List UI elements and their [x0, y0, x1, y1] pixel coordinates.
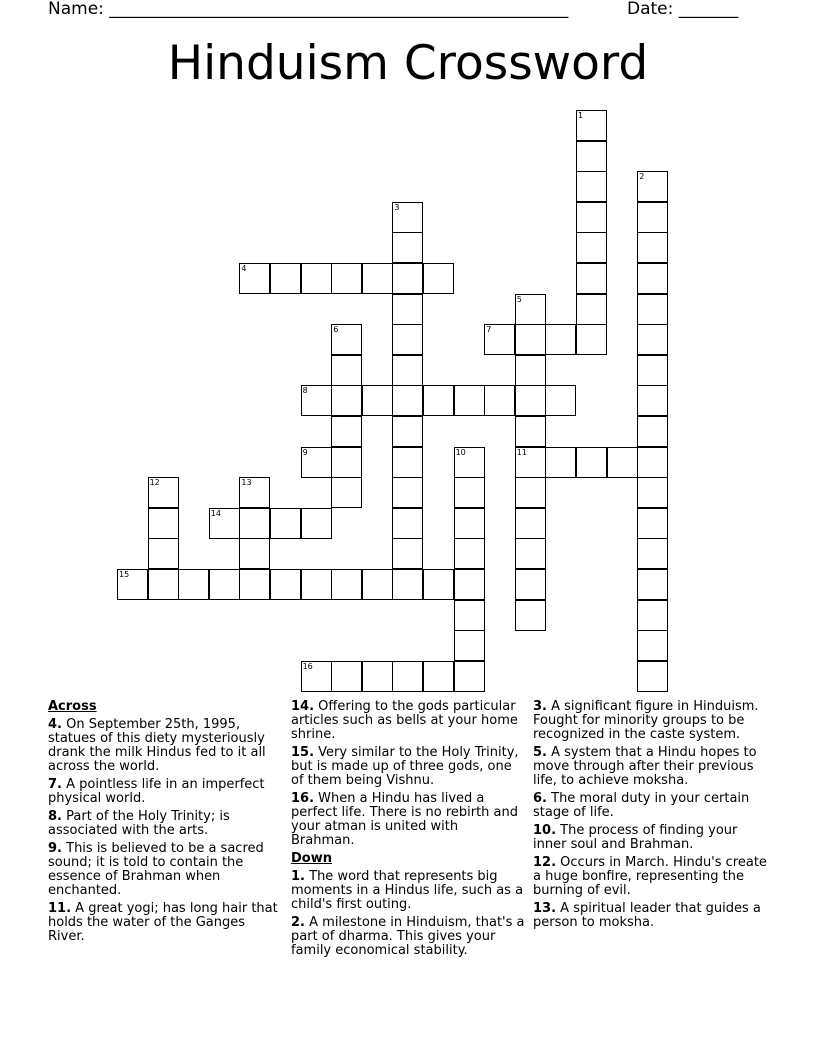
- clue-text: A great yogi; has long hair that holds the water of the Ganges River.: [48, 901, 278, 944]
- grid-cell[interactable]: [423, 385, 454, 416]
- clue-text: A milestone in Hinduism, that's a part of dharma. This gives your family economical stability.: [291, 915, 525, 958]
- grid-cell[interactable]: [209, 569, 240, 600]
- cell-number: 15: [119, 570, 130, 579]
- grid-cell[interactable]: [637, 294, 668, 325]
- grid-cell[interactable]: [301, 569, 332, 600]
- grid-cell[interactable]: [545, 385, 576, 416]
- cell-number: 12: [149, 478, 160, 488]
- grid-cell[interactable]: [637, 202, 668, 233]
- clue-across-11: [48, 902, 278, 944]
- grid-cell[interactable]: [637, 171, 668, 202]
- down-heading: Down: [291, 851, 332, 866]
- clue-across-16: [291, 792, 525, 848]
- grid-cell[interactable]: [637, 508, 668, 539]
- grid-cell[interactable]: [637, 416, 668, 447]
- clue-text: Offering to the gods particular articles such as bells at your home shrine.: [291, 699, 518, 742]
- clue-text: Part of the Holy Trinity; is associated with the arts.: [48, 809, 230, 838]
- grid-cell[interactable]: [423, 569, 454, 600]
- cell-number: 8: [302, 386, 308, 396]
- grid-cell[interactable]: [454, 477, 485, 508]
- clue-number: 13.: [533, 901, 557, 916]
- grid-cell[interactable]: [331, 661, 362, 692]
- grid-cell[interactable]: [270, 508, 301, 539]
- grid-cell[interactable]: [637, 600, 668, 631]
- clue-text: The moral duty in your certain stage of life.: [533, 791, 750, 820]
- cell-number: 16: [302, 661, 313, 671]
- clue-column-3: [533, 700, 769, 934]
- grid-cell[interactable]: [637, 661, 668, 692]
- grid-cell[interactable]: [576, 324, 607, 355]
- grid-cell[interactable]: [239, 569, 270, 600]
- grid-cell[interactable]: [637, 447, 668, 478]
- clue-across-4: [48, 718, 278, 774]
- grid-cell[interactable]: [423, 661, 454, 692]
- grid-cell[interactable]: [515, 294, 546, 325]
- grid-cell[interactable]: [454, 447, 485, 478]
- clue-across-9: [48, 842, 278, 898]
- clue-number: 7.: [48, 777, 62, 792]
- grid-cell[interactable]: [576, 141, 607, 172]
- grid-cell[interactable]: [392, 263, 423, 294]
- cell-number: 13: [241, 478, 252, 488]
- clue-text: The process of finding your inner soul and Brahman.: [533, 823, 738, 852]
- grid-cell[interactable]: [117, 569, 148, 600]
- grid-cell[interactable]: [637, 569, 668, 600]
- grid-cell[interactable]: [454, 661, 485, 692]
- clue-number: 10.: [533, 823, 557, 838]
- grid-cell[interactable]: [392, 538, 423, 569]
- grid-cell[interactable]: [515, 600, 546, 631]
- clue-down-1: [291, 870, 525, 912]
- clue-number: 15.: [291, 745, 315, 760]
- clue-across-14: [291, 700, 525, 742]
- clue-number: 8.: [48, 809, 62, 824]
- grid-cell[interactable]: [301, 263, 332, 294]
- cell-number: 3: [394, 202, 400, 212]
- clue-down-12: [533, 856, 769, 898]
- grid-cell[interactable]: [392, 661, 423, 692]
- clue-down-13: [533, 902, 769, 930]
- cell-number: 14: [210, 508, 221, 518]
- grid-cell[interactable]: [148, 508, 179, 539]
- grid-cell[interactable]: [515, 385, 546, 416]
- clue-text: Very similar to the Holy Trinity, but is made up of three gods, one of them being Vishnu.: [291, 745, 519, 788]
- page-title: Hinduism Crossword: [167, 36, 649, 91]
- grid-cell[interactable]: [576, 294, 607, 325]
- clue-number: 2.: [291, 915, 305, 930]
- clue-text: The word that represents big moments in a Hindus life, such as a child's first outing.: [291, 869, 524, 912]
- grid-cell[interactable]: [515, 477, 546, 508]
- grid-cell[interactable]: [637, 477, 668, 508]
- clue-number: 14.: [291, 699, 315, 714]
- clue-text: A spiritual leader that guides a person to moksha.: [533, 901, 761, 930]
- grid-cell[interactable]: [515, 447, 546, 478]
- grid-cell[interactable]: [392, 477, 423, 508]
- grid-cell[interactable]: [301, 508, 332, 539]
- cell-number: 2: [639, 172, 645, 182]
- date-field-label: Date: _______: [627, 0, 739, 19]
- grid-cell[interactable]: [331, 324, 362, 355]
- clue-text: A system that a Hindu hopes to move through after their previous life, to achieve moksha.: [533, 745, 757, 788]
- grid-cell[interactable]: [392, 508, 423, 539]
- grid-cell[interactable]: [331, 355, 362, 386]
- clue-down-2: [291, 916, 525, 958]
- grid-cell[interactable]: [576, 171, 607, 202]
- grid-cell[interactable]: [515, 538, 546, 569]
- grid-cell[interactable]: [148, 538, 179, 569]
- grid-cell[interactable]: [362, 661, 393, 692]
- clue-text: A pointless life in an imperfect physical world.: [48, 777, 265, 806]
- grid-cell[interactable]: [270, 569, 301, 600]
- cell-number: 11: [516, 447, 527, 457]
- grid-cell[interactable]: [362, 569, 393, 600]
- clue-text: When a Hindu has lived a perfect life. There is no rebirth and your atman is united with Brahman.: [291, 791, 519, 848]
- grid-cell[interactable]: [331, 416, 362, 447]
- grid-cell[interactable]: [178, 569, 209, 600]
- grid-cell[interactable]: [484, 324, 515, 355]
- cell-number: 1: [578, 111, 584, 120]
- clue-text: Occurs in March. Hindu's create a huge bonfire, representing the burning of evil.: [533, 855, 767, 898]
- grid-cell[interactable]: [392, 324, 423, 355]
- cell-number: 6: [333, 325, 339, 335]
- grid-cell[interactable]: [454, 385, 485, 416]
- clue-down-10: [533, 824, 769, 852]
- grid-cell[interactable]: [637, 538, 668, 569]
- clue-number: 11.: [48, 901, 72, 916]
- grid-cell[interactable]: [637, 385, 668, 416]
- grid-cell[interactable]: [392, 232, 423, 263]
- grid-cell[interactable]: [576, 232, 607, 263]
- clue-number: 4.: [48, 717, 62, 732]
- grid-cell[interactable]: [331, 477, 362, 508]
- grid-cell[interactable]: [576, 263, 607, 294]
- grid-cell[interactable]: [392, 447, 423, 478]
- grid-cell[interactable]: [454, 538, 485, 569]
- grid-cell[interactable]: [392, 416, 423, 447]
- clue-down-5: [533, 746, 769, 788]
- grid-cell[interactable]: [301, 661, 332, 692]
- grid-cell[interactable]: [637, 324, 668, 355]
- grid-cell[interactable]: [423, 263, 454, 294]
- grid-cell[interactable]: [607, 447, 638, 478]
- grid-cell[interactable]: [362, 385, 393, 416]
- grid-cell[interactable]: [637, 232, 668, 263]
- grid-cell[interactable]: [545, 324, 576, 355]
- grid-cell[interactable]: [301, 447, 332, 478]
- grid-cell[interactable]: [392, 294, 423, 325]
- clue-column-2: [291, 700, 525, 962]
- clue-across-8: [48, 810, 278, 838]
- clue-text: This is believed to be a sacred sound; it is told to contain the essence of Brahman when enchanted.: [48, 841, 264, 898]
- clue-column-1: [48, 700, 278, 948]
- cell-number: 10: [455, 447, 466, 457]
- grid-cell[interactable]: [392, 385, 423, 416]
- grid-cell[interactable]: [301, 385, 332, 416]
- grid-cell[interactable]: [362, 263, 393, 294]
- grid-cell[interactable]: [637, 630, 668, 661]
- grid-cell[interactable]: [331, 385, 362, 416]
- grid-cell[interactable]: [637, 355, 668, 386]
- clue-across-15: [291, 746, 525, 788]
- cell-number: 7: [486, 325, 492, 335]
- grid-cell[interactable]: [637, 263, 668, 294]
- clue-number: 6.: [533, 791, 547, 806]
- grid-cell[interactable]: [576, 202, 607, 233]
- name-field-label: Name: ______________________________________________________: [48, 0, 569, 19]
- clue-number: 5.: [533, 745, 547, 760]
- clue-number: 9.: [48, 841, 62, 856]
- grid-cell[interactable]: [331, 263, 362, 294]
- grid-cell[interactable]: [148, 569, 179, 600]
- clue-number: 16.: [291, 791, 315, 806]
- across-heading: Across: [48, 699, 97, 714]
- grid-cell[interactable]: [576, 110, 607, 141]
- cell-number: 5: [516, 294, 522, 304]
- grid-cell[interactable]: [454, 630, 485, 661]
- grid-cell[interactable]: [454, 569, 485, 600]
- clue-number: 1.: [291, 869, 305, 884]
- grid-cell[interactable]: [392, 355, 423, 386]
- grid-cell[interactable]: [515, 355, 546, 386]
- grid-cell[interactable]: [392, 202, 423, 233]
- grid-cell[interactable]: [454, 600, 485, 631]
- cell-number: 4: [241, 264, 247, 273]
- grid-cell[interactable]: [515, 508, 546, 539]
- clue-number: 12.: [533, 855, 557, 870]
- grid-cell[interactable]: [331, 569, 362, 600]
- grid-cell[interactable]: [239, 263, 270, 294]
- grid-cell[interactable]: [484, 385, 515, 416]
- grid-cell[interactable]: [239, 477, 270, 508]
- grid-cell[interactable]: [239, 508, 270, 539]
- clue-down-6: [533, 792, 769, 820]
- grid-cell[interactable]: [454, 508, 485, 539]
- grid-cell[interactable]: [331, 447, 362, 478]
- clue-text: On September 25th, 1995, statues of this diety mysteriously drank the milk Hindus fed to it all across the world.: [48, 717, 266, 774]
- clue-number: 3.: [533, 699, 547, 714]
- grid-cell[interactable]: [270, 263, 301, 294]
- grid-cell[interactable]: [148, 477, 179, 508]
- grid-cell[interactable]: [545, 447, 576, 478]
- grid-cell[interactable]: [515, 569, 546, 600]
- grid-cell[interactable]: [515, 416, 546, 447]
- clue-text: A significant figure in Hinduism. Fought for minority groups to be recognized in the caste system.: [533, 699, 759, 742]
- grid-cell[interactable]: [515, 324, 546, 355]
- cell-number: 9: [302, 447, 308, 457]
- clue-down-3: [533, 700, 769, 742]
- grid-cell[interactable]: [392, 569, 423, 600]
- grid-cell[interactable]: [209, 508, 240, 539]
- clue-across-7: [48, 778, 278, 806]
- grid-cell[interactable]: [576, 447, 607, 478]
- grid-cell[interactable]: [239, 538, 270, 569]
